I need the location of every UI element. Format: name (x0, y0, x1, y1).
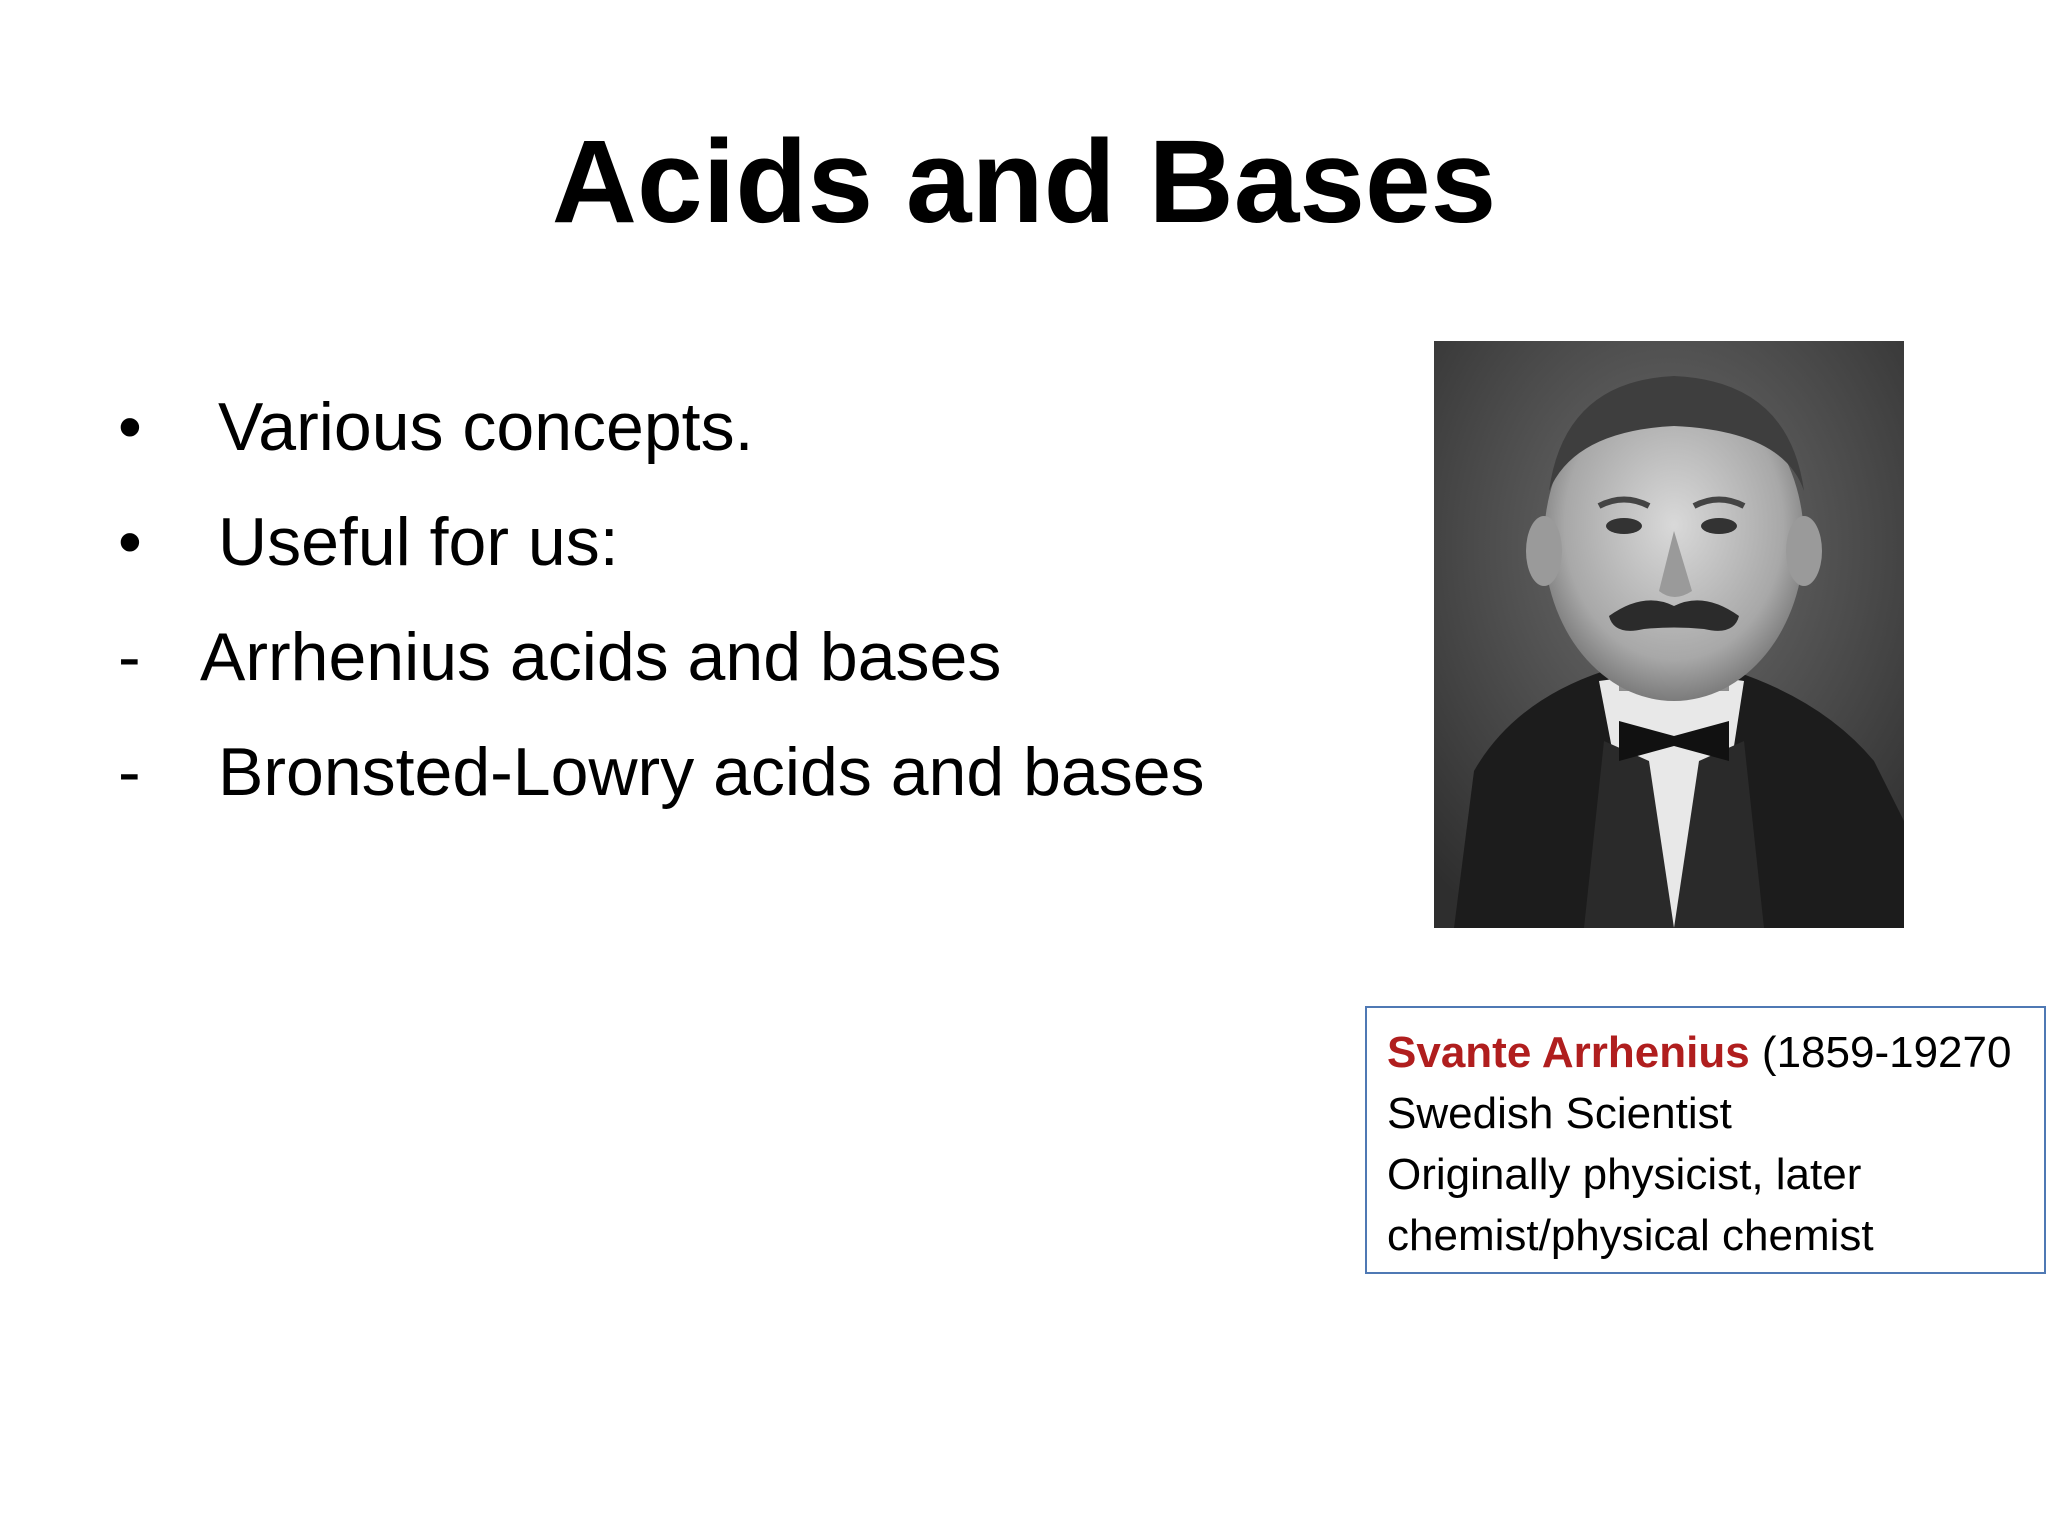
slide-title: Acids and Bases (551, 116, 1497, 248)
bullet-marker: • (118, 504, 142, 580)
list-item-text: Bronsted-Lowry acids and bases (218, 734, 1205, 810)
list-item (118, 485, 1368, 600)
caption-line-name (1387, 1022, 2044, 1083)
bullet-marker: • (118, 389, 142, 465)
caption-line-nationality: Swedish Scientist (1387, 1089, 1732, 1138)
list-item-text: Arrhenius acids and bases (200, 619, 1002, 695)
list-item (118, 715, 1368, 830)
dash-marker: - (118, 619, 141, 695)
portrait-photo (1434, 341, 1904, 928)
caption-line-field: chemist/physical chemist (1387, 1211, 1874, 1260)
bullet-list (118, 370, 1368, 830)
caption-line-career: Originally physicist, later (1387, 1150, 1862, 1199)
list-item-text: Useful for us: (218, 504, 619, 580)
list-item (118, 600, 1368, 715)
list-item-text: Various concepts. (218, 389, 754, 465)
scientist-name: Svante Arrhenius (1387, 1028, 1750, 1077)
scientist-dates: (1859-19270 (1749, 1028, 2012, 1077)
dash-marker: - (118, 734, 141, 810)
list-item (118, 370, 1368, 485)
portrait-icon (1434, 341, 1904, 928)
caption-box (1365, 1006, 2046, 1274)
